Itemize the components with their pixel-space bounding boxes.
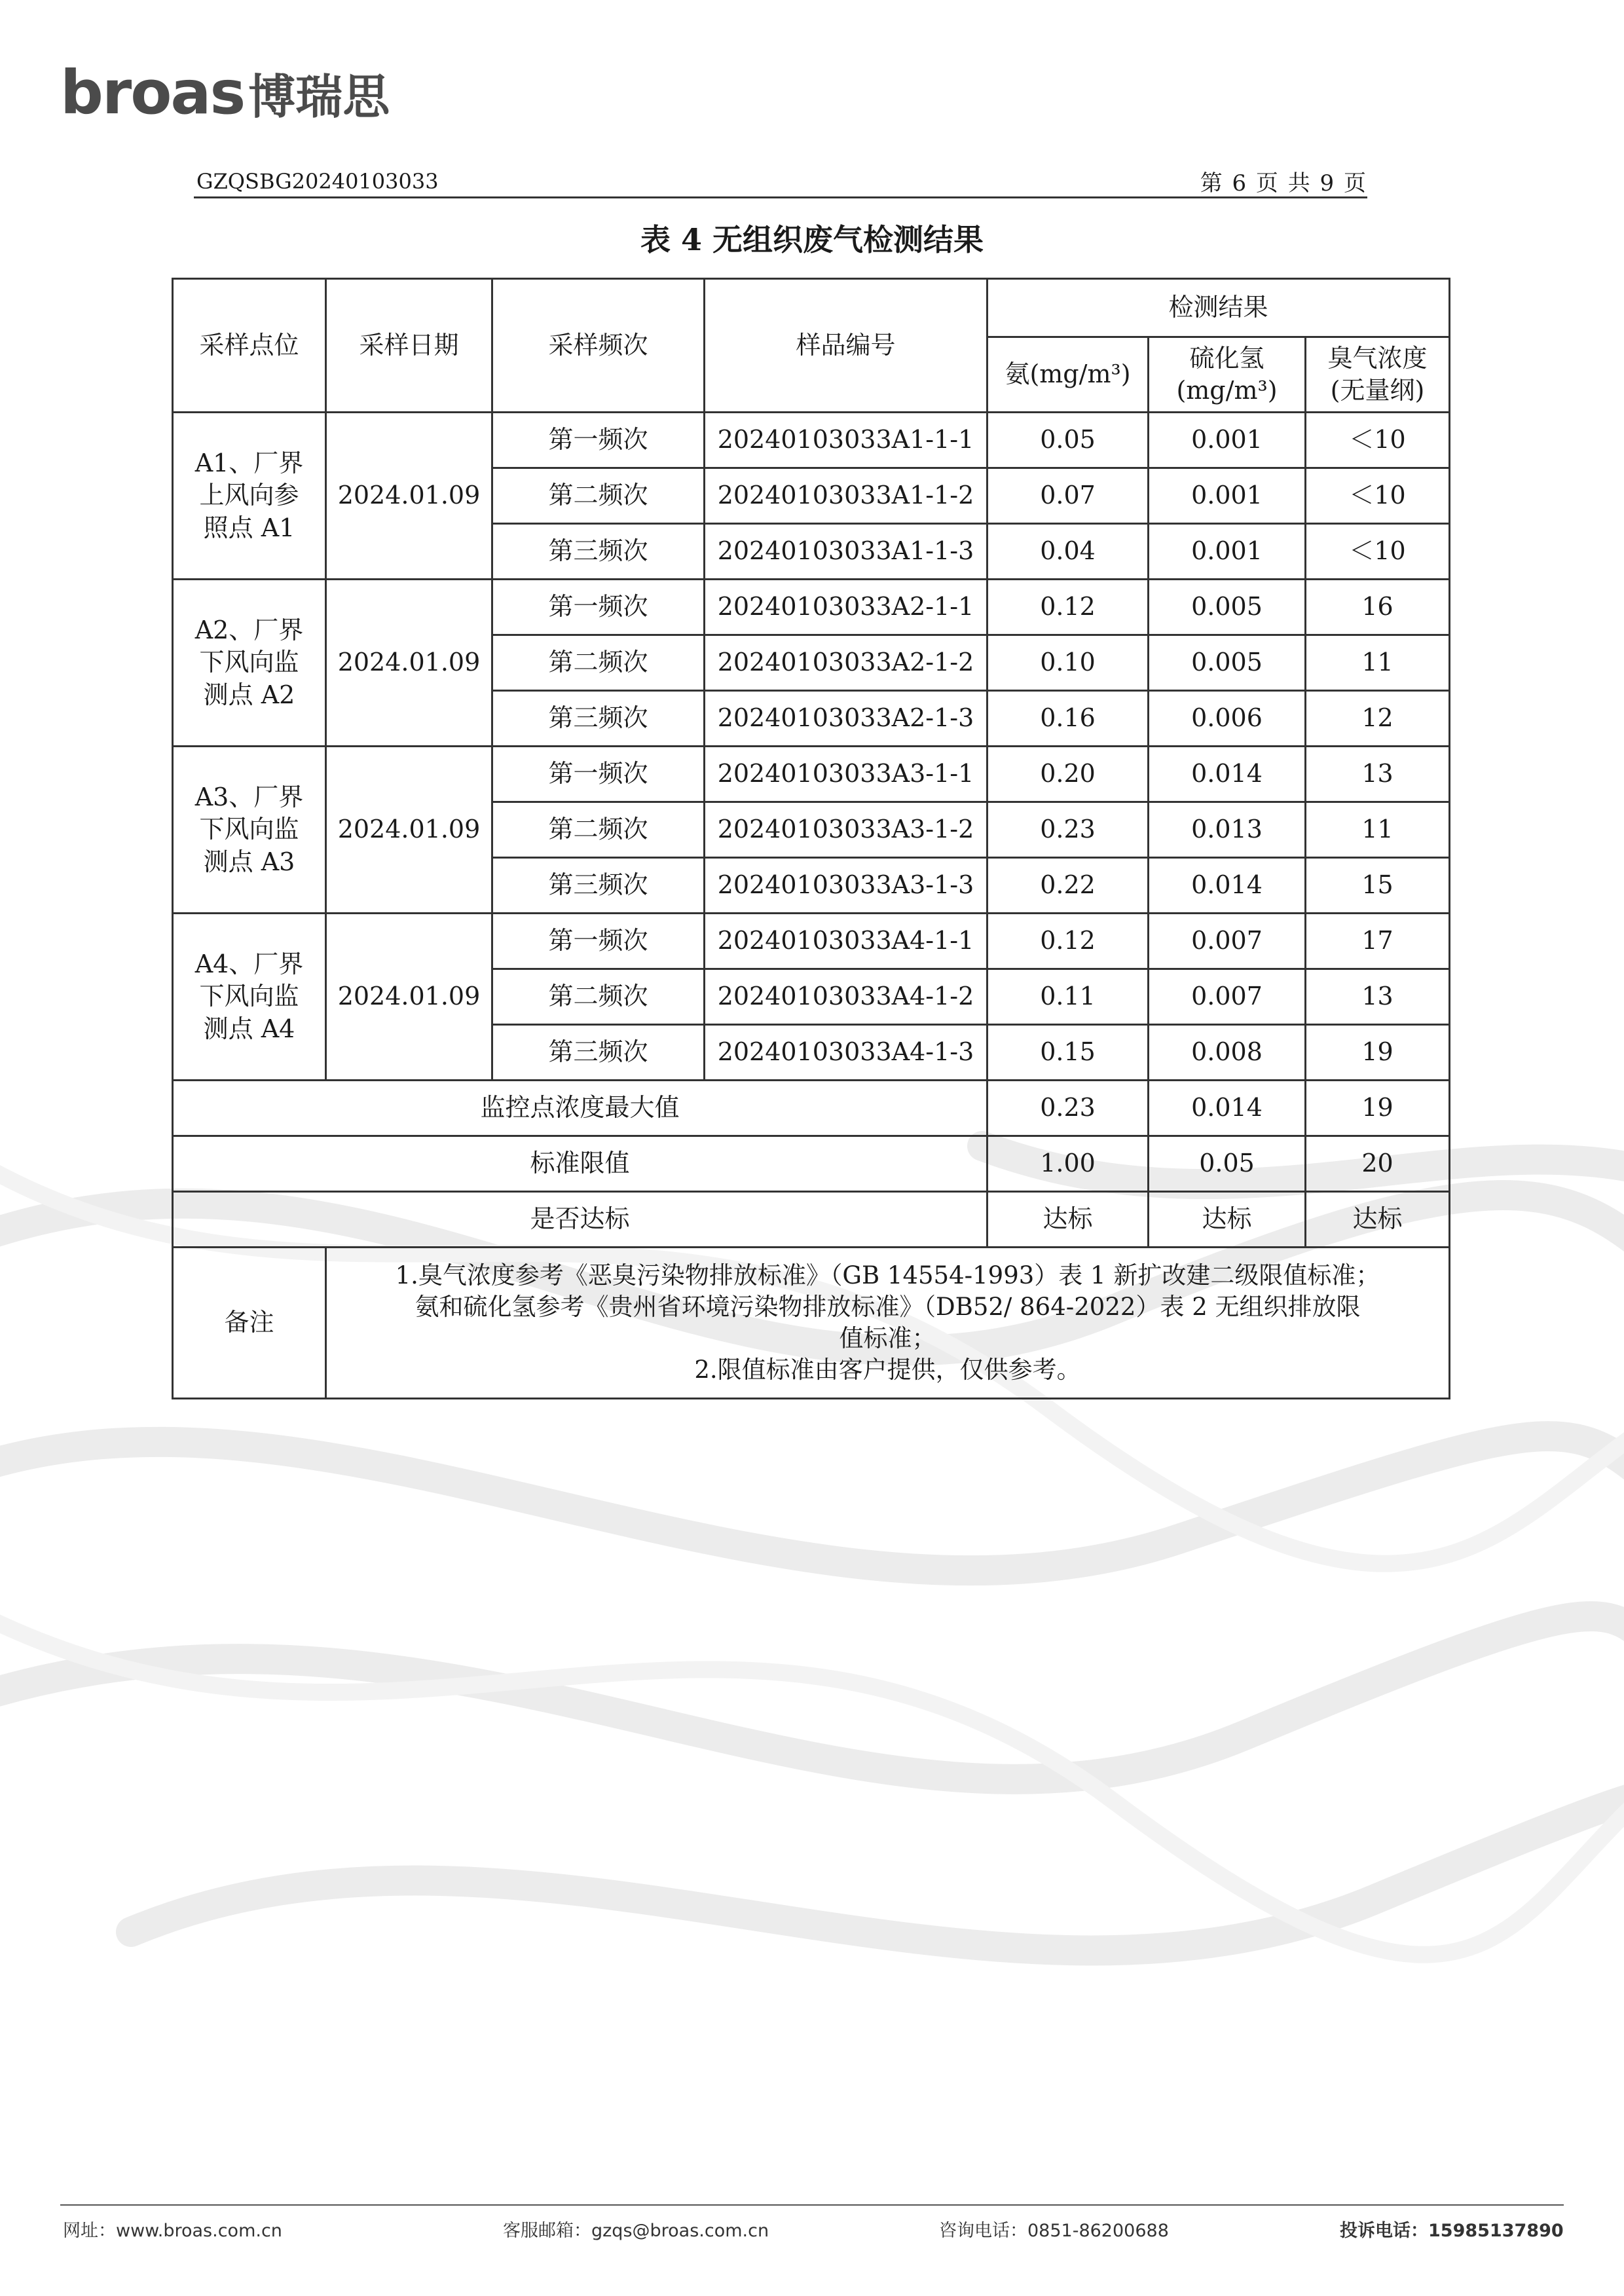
logo-chinese-text: 博瑞思 [248, 69, 390, 124]
summary-h2s-cell: 达标 [1149, 1192, 1306, 1248]
sample-id-cell: 20240103033A3-1-3 [705, 858, 987, 914]
summary-label-cell: 监控点浓度最大值 [173, 1081, 987, 1136]
remarks-row [173, 1248, 1450, 1399]
ammonia-cell: 0.20 [987, 747, 1149, 802]
footer-hotline-label: 咨询电话： [939, 2221, 1027, 2241]
footer-website [63, 2216, 282, 2242]
table-title: 表 4 无组织废气检测结果 [640, 222, 984, 257]
h2s-cell: 0.006 [1149, 691, 1306, 747]
summary-ammonia-cell: 1.00 [987, 1136, 1149, 1192]
odor-cell: 11 [1306, 635, 1450, 691]
header-results-group: 检测结果 [987, 279, 1450, 337]
h2s-cell: 0.007 [1149, 969, 1306, 1025]
date-cell: 2024.01.09 [326, 747, 492, 914]
location-cell [173, 914, 326, 1081]
location-line: 下风向监 [199, 815, 299, 844]
footer-email [503, 2216, 769, 2242]
header-odor [1306, 337, 1450, 413]
h2s-cell: 0.001 [1149, 413, 1306, 468]
sample-id-cell: 20240103033A1-1-1 [705, 413, 987, 468]
frequency-cell: 第二频次 [492, 802, 705, 858]
header-divider [194, 196, 1367, 198]
results-table [172, 278, 1450, 1399]
odor-cell: 13 [1306, 969, 1450, 1025]
sample-id-cell: 20240103033A1-1-3 [705, 524, 987, 580]
summary-label-cell: 标准限值 [173, 1136, 987, 1192]
h2s-cell: 0.007 [1149, 914, 1306, 969]
summary-row [173, 1192, 1450, 1248]
footer-website-value: www.broas.com.cn [116, 2221, 282, 2241]
table-row [173, 413, 1450, 468]
date-cell: 2024.01.09 [326, 413, 492, 580]
location-cell [173, 413, 326, 580]
sample-id-cell: 20240103033A1-1-2 [705, 468, 987, 524]
odor-cell: 17 [1306, 914, 1450, 969]
h2s-cell: 0.001 [1149, 468, 1306, 524]
frequency-cell: 第一频次 [492, 747, 705, 802]
odor-cell: ＜10 [1306, 468, 1450, 524]
h2s-cell: 0.005 [1149, 580, 1306, 635]
frequency-cell: 第一频次 [492, 580, 705, 635]
summary-label-cell: 是否达标 [173, 1192, 987, 1248]
location-line: A1、厂界 [194, 448, 304, 477]
header-h2s-unit: (mg/m³) [1176, 376, 1278, 405]
summary-ammonia-cell: 0.23 [987, 1081, 1149, 1136]
summary-odor-cell: 20 [1306, 1136, 1450, 1192]
ammonia-cell: 0.12 [987, 914, 1149, 969]
location-cell [173, 747, 326, 914]
footer-email-label: 客服邮箱： [503, 2221, 591, 2241]
sample-id-cell: 20240103033A3-1-1 [705, 747, 987, 802]
company-logo [60, 58, 390, 128]
header-location: 采样点位 [173, 279, 326, 413]
location-line: A4、厂界 [194, 949, 304, 978]
sample-id-cell: 20240103033A4-1-2 [705, 969, 987, 1025]
frequency-cell: 第三频次 [492, 858, 705, 914]
header-h2s-name: 硫化氢 [1189, 343, 1264, 373]
odor-cell: ＜10 [1306, 413, 1450, 468]
odor-cell: 19 [1306, 1025, 1450, 1081]
remark-line: 氨和硫化氢参考《贵州省环境污染物排放标准》（DB52/ 864-2022）表 2 无组织排放限 [415, 1292, 1361, 1321]
ammonia-cell: 0.12 [987, 580, 1149, 635]
location-line: 下风向监 [199, 982, 299, 1011]
frequency-cell: 第一频次 [492, 914, 705, 969]
header-odor-name: 臭气浓度 [1327, 343, 1428, 373]
remark-line: 值标准； [839, 1324, 936, 1352]
location-line: 照点 A1 [203, 513, 295, 542]
location-cell [173, 580, 326, 747]
h2s-cell: 0.005 [1149, 635, 1306, 691]
remark-line: 2.限值标准由客户提供，仅供参考。 [694, 1356, 1081, 1384]
odor-cell: 12 [1306, 691, 1450, 747]
odor-cell: ＜10 [1306, 524, 1450, 580]
odor-cell: 13 [1306, 747, 1450, 802]
header-date: 采样日期 [326, 279, 492, 413]
frequency-cell: 第三频次 [492, 691, 705, 747]
footer-complaint-label: 投诉电话： [1340, 2221, 1428, 2241]
ammonia-cell: 0.16 [987, 691, 1149, 747]
location-line: 测点 A4 [203, 1014, 295, 1043]
summary-row [173, 1136, 1450, 1192]
footer-divider [60, 2204, 1564, 2206]
h2s-cell: 0.008 [1149, 1025, 1306, 1081]
table-row [173, 747, 1450, 802]
h2s-cell: 0.014 [1149, 858, 1306, 914]
h2s-cell: 0.013 [1149, 802, 1306, 858]
date-cell: 2024.01.09 [326, 914, 492, 1081]
ammonia-cell: 0.22 [987, 858, 1149, 914]
ammonia-cell: 0.04 [987, 524, 1149, 580]
sample-id-cell: 20240103033A2-1-2 [705, 635, 987, 691]
sample-id-cell: 20240103033A3-1-2 [705, 802, 987, 858]
odor-cell: 15 [1306, 858, 1450, 914]
footer-hotline [939, 2216, 1169, 2242]
h2s-cell: 0.014 [1149, 747, 1306, 802]
frequency-cell: 第二频次 [492, 969, 705, 1025]
footer-hotline-value: 0851-86200688 [1027, 2221, 1169, 2241]
summary-h2s-cell: 0.014 [1149, 1081, 1306, 1136]
frequency-cell: 第二频次 [492, 468, 705, 524]
footer-website-label: 网址： [63, 2221, 116, 2241]
page-indicator: 第 6 页 共 9 页 [1200, 170, 1367, 196]
header-sample-id: 样品编号 [705, 279, 987, 413]
ammonia-cell: 0.15 [987, 1025, 1149, 1081]
odor-cell: 16 [1306, 580, 1450, 635]
summary-odor-cell: 19 [1306, 1081, 1450, 1136]
summary-row [173, 1081, 1450, 1136]
footer-complaint [1340, 2216, 1564, 2242]
ammonia-cell: 0.07 [987, 468, 1149, 524]
footer-email-value: gzqs@broas.com.cn [591, 2221, 769, 2241]
location-line: A2、厂界 [194, 615, 304, 644]
location-line: 下风向监 [199, 648, 299, 677]
sample-id-cell: 20240103033A2-1-3 [705, 691, 987, 747]
ammonia-cell: 0.05 [987, 413, 1149, 468]
ammonia-cell: 0.23 [987, 802, 1149, 858]
logo-latin-text: broas [60, 58, 245, 128]
ammonia-cell: 0.10 [987, 635, 1149, 691]
frequency-cell: 第三频次 [492, 1025, 705, 1081]
footer-complaint-value: 15985137890 [1428, 2221, 1564, 2241]
location-line: 测点 A2 [203, 680, 295, 709]
header-h2s [1149, 337, 1306, 413]
sample-id-cell: 20240103033A2-1-1 [705, 580, 987, 635]
location-line: 上风向参 [199, 481, 299, 510]
h2s-cell: 0.001 [1149, 524, 1306, 580]
sample-id-cell: 20240103033A4-1-1 [705, 914, 987, 969]
summary-ammonia-cell: 达标 [987, 1192, 1149, 1248]
ammonia-cell: 0.11 [987, 969, 1149, 1025]
remark-line: 1.臭气浓度参考《恶臭污染物排放标准》（GB 14554-1993）表 1 新扩改建二级限值标准； [395, 1261, 1380, 1289]
header-frequency: 采样频次 [492, 279, 705, 413]
sample-id-cell: 20240103033A4-1-3 [705, 1025, 987, 1081]
table-row [173, 914, 1450, 969]
table-row [173, 580, 1450, 635]
location-line: 测点 A3 [203, 847, 295, 876]
header-ammonia: 氨(mg/m³) [987, 337, 1149, 413]
remarks-label-cell: 备注 [173, 1248, 326, 1399]
summary-h2s-cell: 0.05 [1149, 1136, 1306, 1192]
location-line: A3、厂界 [194, 782, 304, 811]
frequency-cell: 第三频次 [492, 524, 705, 580]
header-odor-unit: (无量纲) [1330, 376, 1425, 405]
report-number: GZQSBG20240103033 [196, 169, 439, 194]
summary-odor-cell: 达标 [1306, 1192, 1450, 1248]
frequency-cell: 第一频次 [492, 413, 705, 468]
odor-cell: 11 [1306, 802, 1450, 858]
frequency-cell: 第二频次 [492, 635, 705, 691]
remarks-text-cell [326, 1248, 1450, 1399]
date-cell: 2024.01.09 [326, 580, 492, 747]
